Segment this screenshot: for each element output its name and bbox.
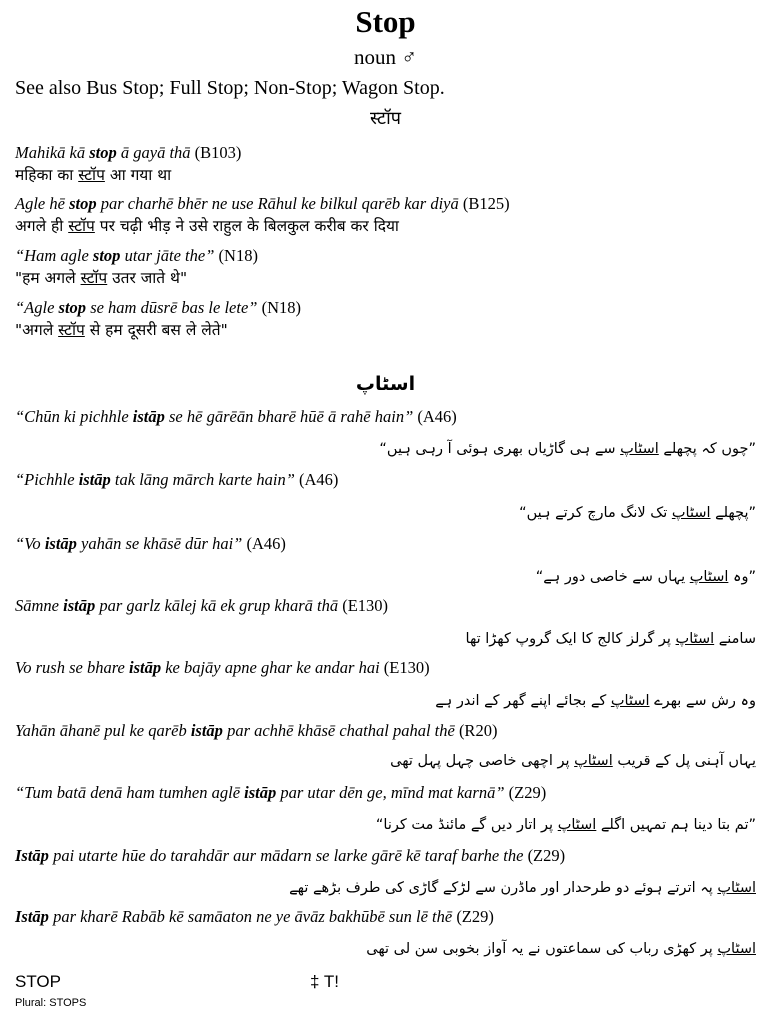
urdu-example-3-text: ”وہ اسٹاپ یہاں سے خاصی دور ہے“ [535,569,756,585]
urdu-example-5-text: وہ رش سے بھرے اسٹاپ کے بجائے اپنے گھر کے اندر ہے [435,693,756,709]
hindi-example-3-text: "हम अगले स्टॉप उतर जाते थे" [15,269,188,287]
urdu-example-4-translit: Sāmne istāp par garlz kālej kā ek grup kharā thā (E130) [15,596,389,615]
urdu-heading: اسٹاپ [355,373,416,395]
see-also: See also Bus Stop; Full Stop; Non-Stop; Wagon Stop. [15,77,445,99]
footer-plural: Plural: STOPS [15,997,87,1009]
part-of-speech: noun ♂ [354,45,417,69]
urdu-example-8-text: اسٹاپ پہ اترتے ہوئے دو طرحدار اور ماڈرن سے لڑکے گاڑی کی طرف بڑھے تھے [289,880,756,896]
urdu-example-2-translit: “Pichhle istāp tak lāng mārch karte hain” (A46) [15,470,339,489]
headword: Stop [355,4,416,39]
footer-word: STOP [15,972,61,991]
hindi-example-4-translit: “Agle stop se ham dūsrē bas le lete” (N18) [15,298,301,317]
urdu-example-2-text: ”پچھلے اسٹاپ تک لانگ مارچ کرتے ہیں“ [519,505,756,521]
urdu-example-6-text: یہاں آہنی پل کے قریب اسٹاپ پر اچھی خاصی چہل پہل تھی [390,753,756,769]
urdu-example-4-text: سامنے اسٹاپ پر گرلز کالج کا ایک گروپ کھڑا تھا [465,631,756,647]
urdu-example-1-text: ”چوں کہ پچھلے اسٹاپ سے ہی گاڑیاں بھری ہوئی آ رہی ہیں“ [379,441,756,457]
hindi-example-3-translit: “Ham agle stop utar jāte the” (N18) [15,246,258,265]
hindi-heading: स्टॉप [370,108,401,129]
urdu-example-9-text: اسٹاپ پر کھڑی رباب کی سماعتوں نے یہ آواز بخوبی سن لی تھی [366,941,756,957]
hindi-example-2-text: अगले ही स्टॉप पर चढ़ी भीड़ ने उसे राहुल के बिलकुल करीब कर दिया [15,217,399,235]
hindi-example-1-text: महिका का स्टॉप आ गया था [15,166,172,184]
hindi-example-4-text: "अगले स्टॉप से हम दूसरी बस ले लेते" [15,321,228,339]
urdu-example-8-translit: Istāp pai utarte hūe do tarahdār aur mādarn se larke gārē kē taraf barhe the (Z29) [15,846,566,865]
urdu-example-3-translit: “Vo istāp yahān se khāsē dūr hai” (A46) [15,534,286,553]
footer-marker: ‡ T! [310,972,339,991]
urdu-example-6-translit: Yahān āhanē pul ke qarēb istāp par achhē khāsē chathal pahal thē (R20) [15,721,498,740]
urdu-example-7-text: ”تم بتا دینا ہم تمہیں اگلے اسٹاپ پر اتار دیں گے مائنڈ مت کرنا“ [375,817,756,833]
hindi-example-2-translit: Agle hē stop par charhē bhēr ne use Rāhul ke bilkul qarēb kar diyā (B125) [15,194,510,213]
hindi-example-1-translit: Mahikā kā stop ā gayā thā (B103) [15,143,242,162]
urdu-example-9-translit: Istāp par kharē Rabāb kē samāaton ne ye āvāz bakhūbē sun lē thē (Z29) [15,907,494,926]
urdu-example-1-translit: “Chūn ki pichhle istāp se hē gārēān bharē hūē ā rahē hain” (A46) [15,407,457,426]
urdu-example-7-translit: “Tum batā denā ham tumhen aglē istāp par utar dēn ge, mīnd mat karnā” (Z29) [15,783,547,802]
urdu-example-5-translit: Vo rush se bhare istāp ke bajāy apne ghar ke andar hai (E130) [15,658,430,677]
